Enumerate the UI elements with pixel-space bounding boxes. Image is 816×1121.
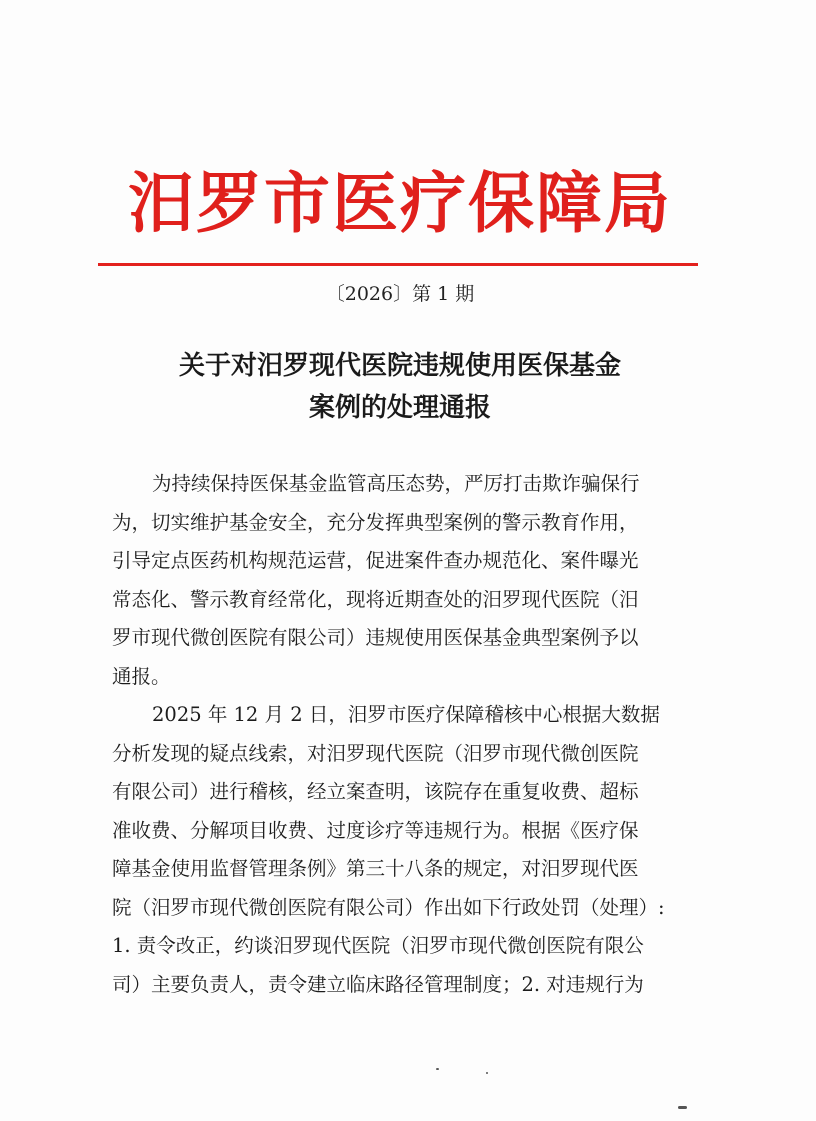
body-line: 1. 责令改正，约谈汨罗现代医院（汨罗市现代微创医院有限公 xyxy=(112,934,644,957)
body-line: 为持续保持医保基金监管高压态势，严厉打击欺诈骗保行 xyxy=(152,472,640,495)
body-line: 常态化、警示教育经常化，现将近期查处的汨罗现代医院（汨 xyxy=(112,587,639,611)
body-line: 障基金使用监督管理条例》第三十八条的规定，对汨罗现代医 xyxy=(112,857,639,880)
body-line: 司）主要负责人，责令建立临床路径管理制度；2. 对违规行为 xyxy=(112,972,644,996)
notice-body xyxy=(112,465,690,1004)
notice-title xyxy=(100,345,700,429)
scan-speck xyxy=(678,1106,687,1109)
notice-title-line-1: 关于对汨罗现代医院违规使用医保基金 xyxy=(178,351,621,381)
body-line: 有限公司）进行稽核，经立案查明，该院存在重复收费、超标 xyxy=(112,780,639,803)
scan-speck xyxy=(436,1068,439,1070)
body-line: 分析发现的疑点线索，对汨罗现代医院（汨罗市现代微创医院 xyxy=(112,741,639,765)
body-line: 准收费、分解项目收费、过度诊疗等违规行为。根据《医疗保 xyxy=(112,818,639,842)
agency-header-title: 汨罗市医疗保障局 xyxy=(128,164,672,242)
issue-number: 〔2026〕第 1 期 xyxy=(325,283,475,305)
body-line: 通报。 xyxy=(112,664,171,688)
body-line: 为，切实维护基金安全，充分发挥典型案例的警示教育作用， xyxy=(112,510,639,534)
notice-title-line-2: 案例的处理通报 xyxy=(308,393,491,423)
body-line: 引导定点医药机构规范运营，促进案件查办规范化、案件曝光 xyxy=(112,549,639,572)
body-line: 院（汨罗市现代微创医院有限公司）作出如下行政处罚（处理）: xyxy=(112,895,665,919)
red-header-divider xyxy=(98,263,698,266)
body-line: 罗市现代微创医院有限公司）违规使用医保基金典型案例予以 xyxy=(112,626,639,649)
body-line: 2025 年 12 月 2 日，汨罗市医疗保障稽核中心根据大数据 xyxy=(152,703,660,726)
scan-speck xyxy=(486,1072,488,1074)
